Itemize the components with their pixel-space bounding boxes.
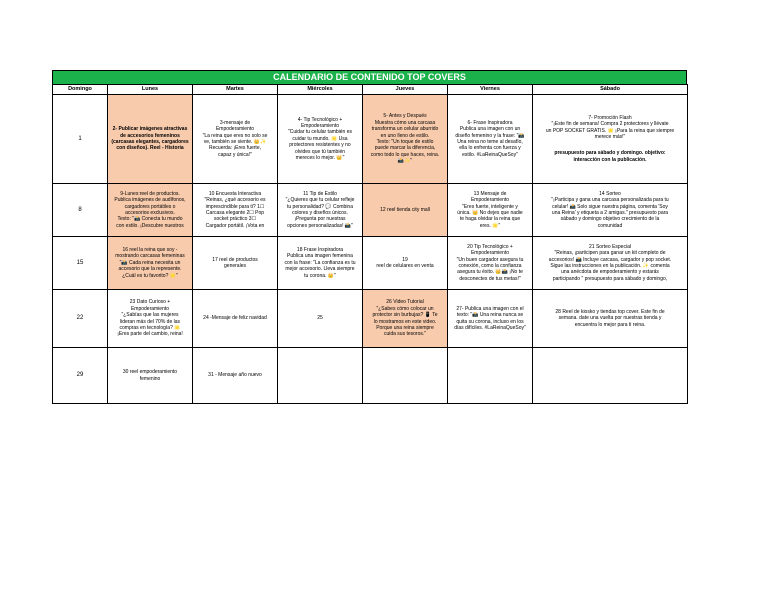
day-cell-jueves[interactable] — [363, 184, 448, 237]
cell-text: 11 Tip de Estilo "¿Quieres que tu celular refleje tu personalidad? 💬 Combina colores y diseños únicos. ¡Pregunta por nuestras opciones personalizadas! 📸" — [285, 190, 355, 229]
cell-text: 27- Publica una imagen con el texto: "📸 Una reina nunca se quita su corona, incluso en los días difíciles. #LaReinaQueSoy" — [454, 305, 526, 331]
cell-text: 5- Antes y Después Muestra cómo una carcasa transforma un celular aburrido en uno lleno de estilo. Texto: "Un toque de estilo puede marcar la diferencia, como todo lo que haces, reina. 📸✨" — [370, 113, 440, 165]
day-cell-sabado[interactable] — [533, 237, 688, 290]
cell-text: 24 -Mensaje de feliz navidad — [203, 315, 267, 322]
day-cell-domingo[interactable]: 1 — [53, 95, 108, 184]
day-cell-domingo[interactable]: 15 — [53, 237, 108, 290]
cell-text: 3-mensaje de Empoderamiento "La reina que eres no solo se ve, también se siente. 👑✨ Recuerda: ¡Eres fuerte, capaz y única!" — [202, 119, 268, 158]
cell-text: 30 reel empoderamiento femenino — [122, 369, 178, 382]
cell-text: 17 reel de productos generales — [212, 256, 258, 269]
cell-text: 13 Mensaje de Empoderamiento "Eres fuerte, inteligente y única. 👑 No dejes que nadie te haga olvidar la reina que eres. 🌟" — [457, 190, 523, 229]
day-header-lunes: Lunes — [108, 85, 193, 95]
day-header-domingo: Domingo — [53, 85, 108, 95]
day-cell-domingo[interactable]: 22 — [53, 290, 108, 348]
cell-text: 14 Sorteo "¡Participa y gana una carcasa personalizada para tu celular! 📸 Solo sigue nuestra página, comenta 'Soy una Reina' y etiqueta a 2 amigas." presupuesto para sábado y domingo objetivo crecimiento de la comunidad — [551, 190, 669, 229]
cell-text: 12 reel tienda city mall — [380, 206, 430, 213]
cell-text: 2- Publicar imágenes atractivas de accesorios femeninos (carcasas elegantes, cargadores con diseños). Reel - Historia — [111, 126, 189, 152]
day-cell-miercoles[interactable] — [278, 290, 363, 348]
day-cell-miercoles[interactable] — [278, 184, 363, 237]
cell-text: 26 Video Tutorial "¿Sabes cómo colocar un protector sin burbujas? 📱 Te lo mostramos en este video. Porque una reina siempre cuida sus tesoros." — [372, 299, 438, 338]
cell-text: 19 reel de celulares en venta — [376, 256, 434, 269]
day-cell-viernes[interactable] — [448, 290, 533, 348]
day-cell-martes[interactable] — [193, 237, 278, 290]
day-cell-jueves[interactable] — [363, 237, 448, 290]
day-cell-domingo[interactable]: 29 — [53, 348, 108, 404]
day-cell-martes[interactable] — [193, 95, 278, 184]
day-header-sabado: Sábado — [533, 85, 688, 95]
day-cell-viernes[interactable] — [448, 237, 533, 290]
day-header-miercoles: Miércoles — [278, 85, 363, 95]
day-cell-lunes[interactable] — [108, 95, 193, 184]
cell-text: 28 Reel de kiosko y tiendas top cover. Este fin de semana. date una vuelta por nuestras tienda y encuentra lo mejor para ti reina. — [555, 308, 665, 328]
cell-text: 23 Dato Curioso + Empoderamiento "¿Sabías que las mujeres lideran más del 70% de las compras en tecnología? 🌟 ¡Eres parte del cambio, reina! — [117, 299, 183, 338]
day-cell-sabado[interactable] — [533, 184, 688, 237]
week-row — [53, 237, 688, 290]
week-row — [53, 184, 688, 237]
day-cell-sabado[interactable] — [533, 290, 688, 348]
day-cell-sabado[interactable] — [533, 348, 688, 404]
cell-text: 16 reel la reina que soy - mostrando carcasas femeninas "📸 Cada reina necesita un accesorio que la represente. ¿Cuál es tu favorito? 🌟" — [115, 246, 185, 279]
day-cell-miercoles[interactable] — [278, 348, 363, 404]
day-cell-lunes[interactable] — [108, 348, 193, 404]
cell-text: 6- Frase Inspiradora Publica una imagen con un diseño femenino y la frase: "📸 Una reina no teme al desafío, ella lo enfrenta con fuerza y estilo. #LaReinaQueSoy" — [455, 119, 525, 158]
cell-text: 20 Tip Tecnológico + Empoderamiento "Un buen cargador asegura tu conexión, como la confianza asegura tu éxito. 👑📸 ¡No te desconectes de tus metas!" — [456, 243, 524, 282]
day-header-jueves: Jueves — [363, 85, 448, 95]
cell-text: 21 Sorteo Especial "Reinas, ¡participen para ganar un kit completo de accesorios! 📸 Incluye carcasa, cargador y pop socket. Sigue las instrucciones en la publicación. ✨ comenta una anécdota de empoderamiento y estarás participando " presupuesto para sábado y domingo, — [548, 243, 672, 282]
cell-text: 18 Frase Inspiradora Publica una imagen femenina con la frase: "La confianza es tu mejor accesorio. Lleva siempre tu corona. 👑" — [284, 246, 356, 279]
cell-text: 4- Tip Tecnológico + Empoderamiento "Cuidar tu celular también es cuidar tu mundo. 🌟 Usa protectores resistentes y no olvides que tú también mereces lo mejor. 👑" — [287, 116, 353, 162]
day-cell-jueves[interactable] — [363, 95, 448, 184]
day-header-martes: Martes — [193, 85, 278, 95]
cell-text: 10 Encuesta Interactiva "Reinas, ¿qué accesorio es imprescindible para ti? 1☐ Carcasa elegante 2☐ Pop socket práctico 3☐ Cargador portátil. ¡Vota en — [204, 190, 266, 229]
day-cell-miercoles[interactable] — [278, 237, 363, 290]
day-cell-martes[interactable] — [193, 348, 278, 404]
cell-text: 31 - Mensaje año nuevo — [208, 372, 262, 379]
day-header-viernes: Viernes — [448, 85, 533, 95]
calendar-table — [52, 84, 688, 404]
day-cell-jueves[interactable] — [363, 348, 448, 404]
cell-text: 7- Promoción Flash "¡Este fin de semana! Compra 2 protectores y llévate un POP SOCKET GRATIS. 🌟 ¡Para la reina que siempre merece más!" — [545, 114, 675, 140]
day-cell-viernes[interactable] — [448, 184, 533, 237]
day-cell-viernes[interactable] — [448, 95, 533, 184]
cell-text: 25 — [317, 315, 323, 322]
cell-text: 9-Lunes:reel de productos. Publica imágenes de audífonos, cargadores portátiles o accesorios exclusivos. Texto: "📸 Conecta tu mundo con estilo. ¡Descubre nuestros — [114, 190, 186, 229]
budget-note: presupuesto para sábado y domingo. objetivo: interacción con la publicación. — [554, 150, 666, 163]
day-cell-domingo[interactable]: 8 — [53, 184, 108, 237]
day-cell-miercoles[interactable] — [278, 95, 363, 184]
day-cell-jueves[interactable] — [363, 290, 448, 348]
day-cell-lunes[interactable] — [108, 290, 193, 348]
week-row — [53, 348, 688, 404]
day-cell-martes[interactable] — [193, 184, 278, 237]
day-cell-viernes[interactable] — [448, 348, 533, 404]
day-cell-sabado[interactable] — [533, 95, 688, 184]
day-cell-lunes[interactable] — [108, 237, 193, 290]
day-header-row — [53, 85, 688, 95]
day-cell-lunes[interactable] — [108, 184, 193, 237]
day-cell-martes[interactable] — [193, 290, 278, 348]
week-row — [53, 95, 688, 184]
week-row — [53, 290, 688, 348]
calendar-title: CALENDARIO DE CONTENIDO TOP COVERS — [52, 70, 687, 84]
content-calendar-sheet — [52, 70, 687, 404]
